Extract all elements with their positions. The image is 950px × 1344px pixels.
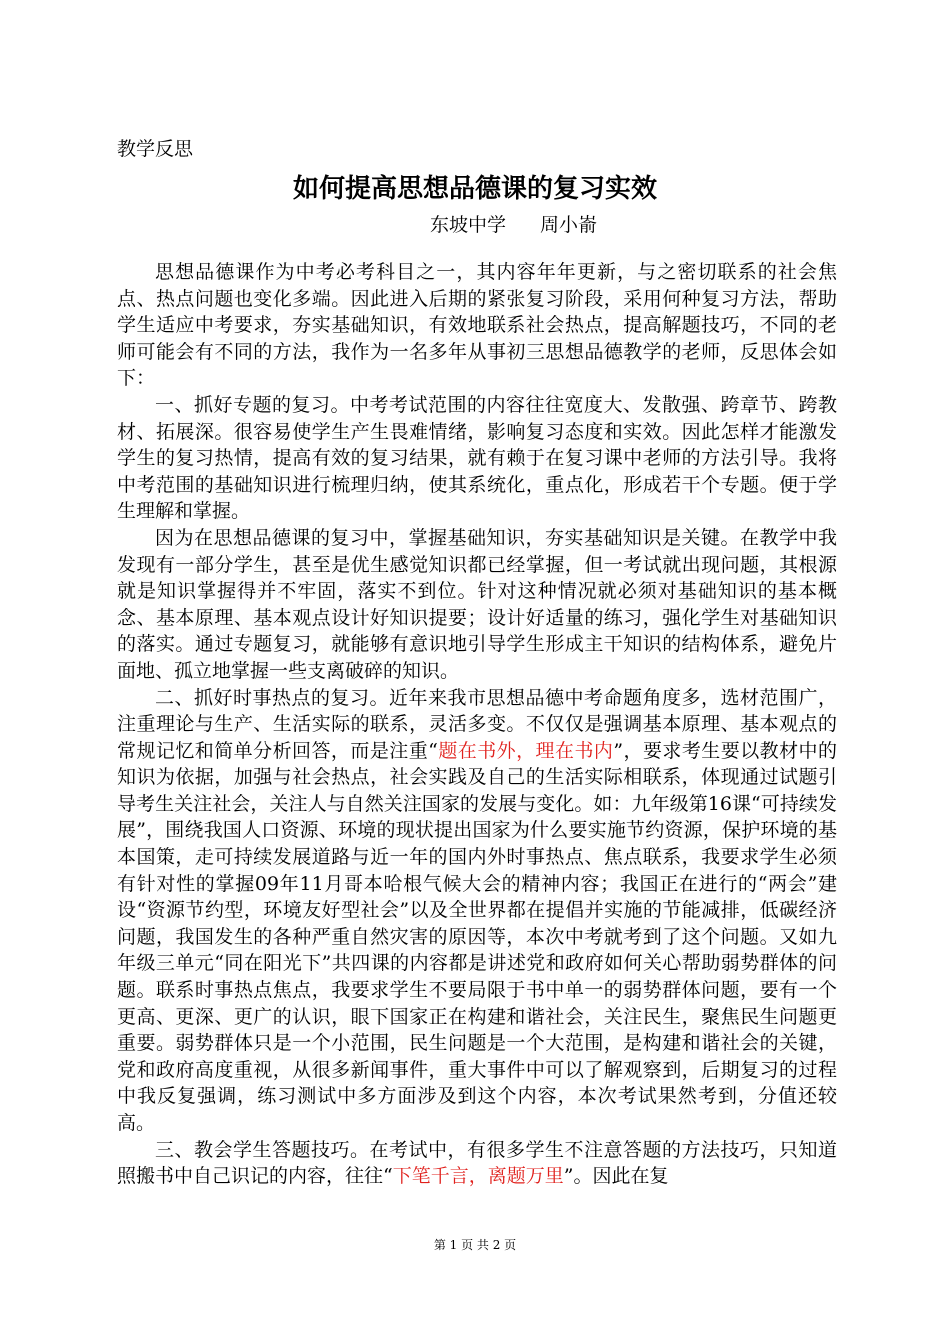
paragraph-text: 二、抓好时事热点的复习。近年来我市思想品德中考命题角度多，选材范围广，注重理论与生产、生活实际的联系，灵活多变。不仅仅是强调基本原理、基本观点的常规记忆和简单分析回答，而是注重“ [117,686,837,762]
paragraph-intro: 思想品德课作为中考必考科目之一，其内容年年更新，与之密切联系的社会焦点、热点问题也变化多端。因此进入后期的紧张复习阶段，采用何种复习方法，帮助学生适应中考要求，夯实基础知识，有效地联系社会热点，提高解题技巧，不同的老师可能会有不同的方法，我作为一名多年从事初三思想品德教学的老师，反思体会如下： [117,261,837,390]
paragraph-section-1: 一、抓好专题的复习。中考考试范围的内容往往宽度大、发散强、跨章节、跨教材、拓展深。很容易使学生产生畏难情绪，影响复习态度和实效。因此怎样才能激发学生的复习热情，提高有效的复习结果，就有赖于在复习课中老师的方法引导。我将中考范围的基础知识进行梳理归纳，使其系统化，重点化，形成若干个专题。便于学生理解和掌握。 [117,393,837,523]
document-title: 如何提高思想品德课的复习实效 [292,174,657,204]
byline [430,212,597,238]
paragraph-section-1-cont: 因为在思想品德课的复习中，掌握基础知识，夯实基础知识是关键。在教学中我发现有一部分学生，甚至是优生感觉知识都已经掌握，但一考试就出现问题，其根源就是知识掌握得并不牢固，落实不到位。针对这种情况就必须对基础知识的基本概念、基本原理、基本观点设计好知识提要；设计好适量的练习，强化学生对基础知识的落实。通过专题复习，就能够有意识地引导学生形成主干知识的结构体系，避免片面地、孤立地掌握一些支离破碎的知识。 [117,526,837,682]
paragraph-section-3 [117,1137,837,1190]
document-category: 教学反思 [117,138,194,160]
page-footer: 第 1 页 共 2 页 [433,1238,517,1252]
document-body [117,259,837,1190]
paragraph-text: 三、教会学生答题技巧。在考试中，有很多学生不注意答题的方法技巧，只知道照搬书中自己识记的内容，往往“ [117,1138,837,1188]
paragraph-section-2 [117,685,837,1137]
paragraph-text: ”。因此在复 [563,1165,669,1188]
paragraph-text: ”，要求考生要以教材中的知识为依据，加强与社会热点，社会实践及自己的生活实际相联系，体现通过试题引导考生关注社会，关注人与自然关注国家的发展与变化。如：九年级第16课“可持续发展”，围绕我国人口资源、环境的现状提出国家为什么要实施节约资源，保护环境的基本国策，走可持续发展道路与近一年的国内外时事热点、焦点联系，我要求学生必须有针对性的掌握09年11月哥本哈根气候大会的精神内容；我国正在进行的“两会”建设“资源节约型，环境友好型社会”以及全世界都在提倡并实施的节能减排，低碳经济问题，我国发生的各种严重自然灾害的原因等，本次中考就考到了这个问题。又如九年级三单元“同在阳光下”共四课的内容都是讲述党和政府如何关心帮助弱势群体的问题。联系时事热点焦点，我要求学生不要局限于书中单一的弱势群体问题，要有一个更高、更深、更广的认识，眼下国家正在构建和谐社会，关注民生，聚焦民生问题更重要。弱势群体只是一个小范围，民生问题是一个大范围，是构建和谐社会的关键，党和政府高度重视，从很多新闻事件，重大事件中可以了解观察到，后期复习的过程中我反复强调，练习测试中多方面涉及到这个内容，本次考试果然考到，分值还较高。 [117,739,837,1134]
school-name: 东坡中学 [430,214,507,236]
author-name: 周小嵛 [540,214,598,236]
emphasis-text: 下笔千言，离题万里 [392,1165,564,1188]
emphasis-text: 题在书外，理在书内 [437,739,614,762]
